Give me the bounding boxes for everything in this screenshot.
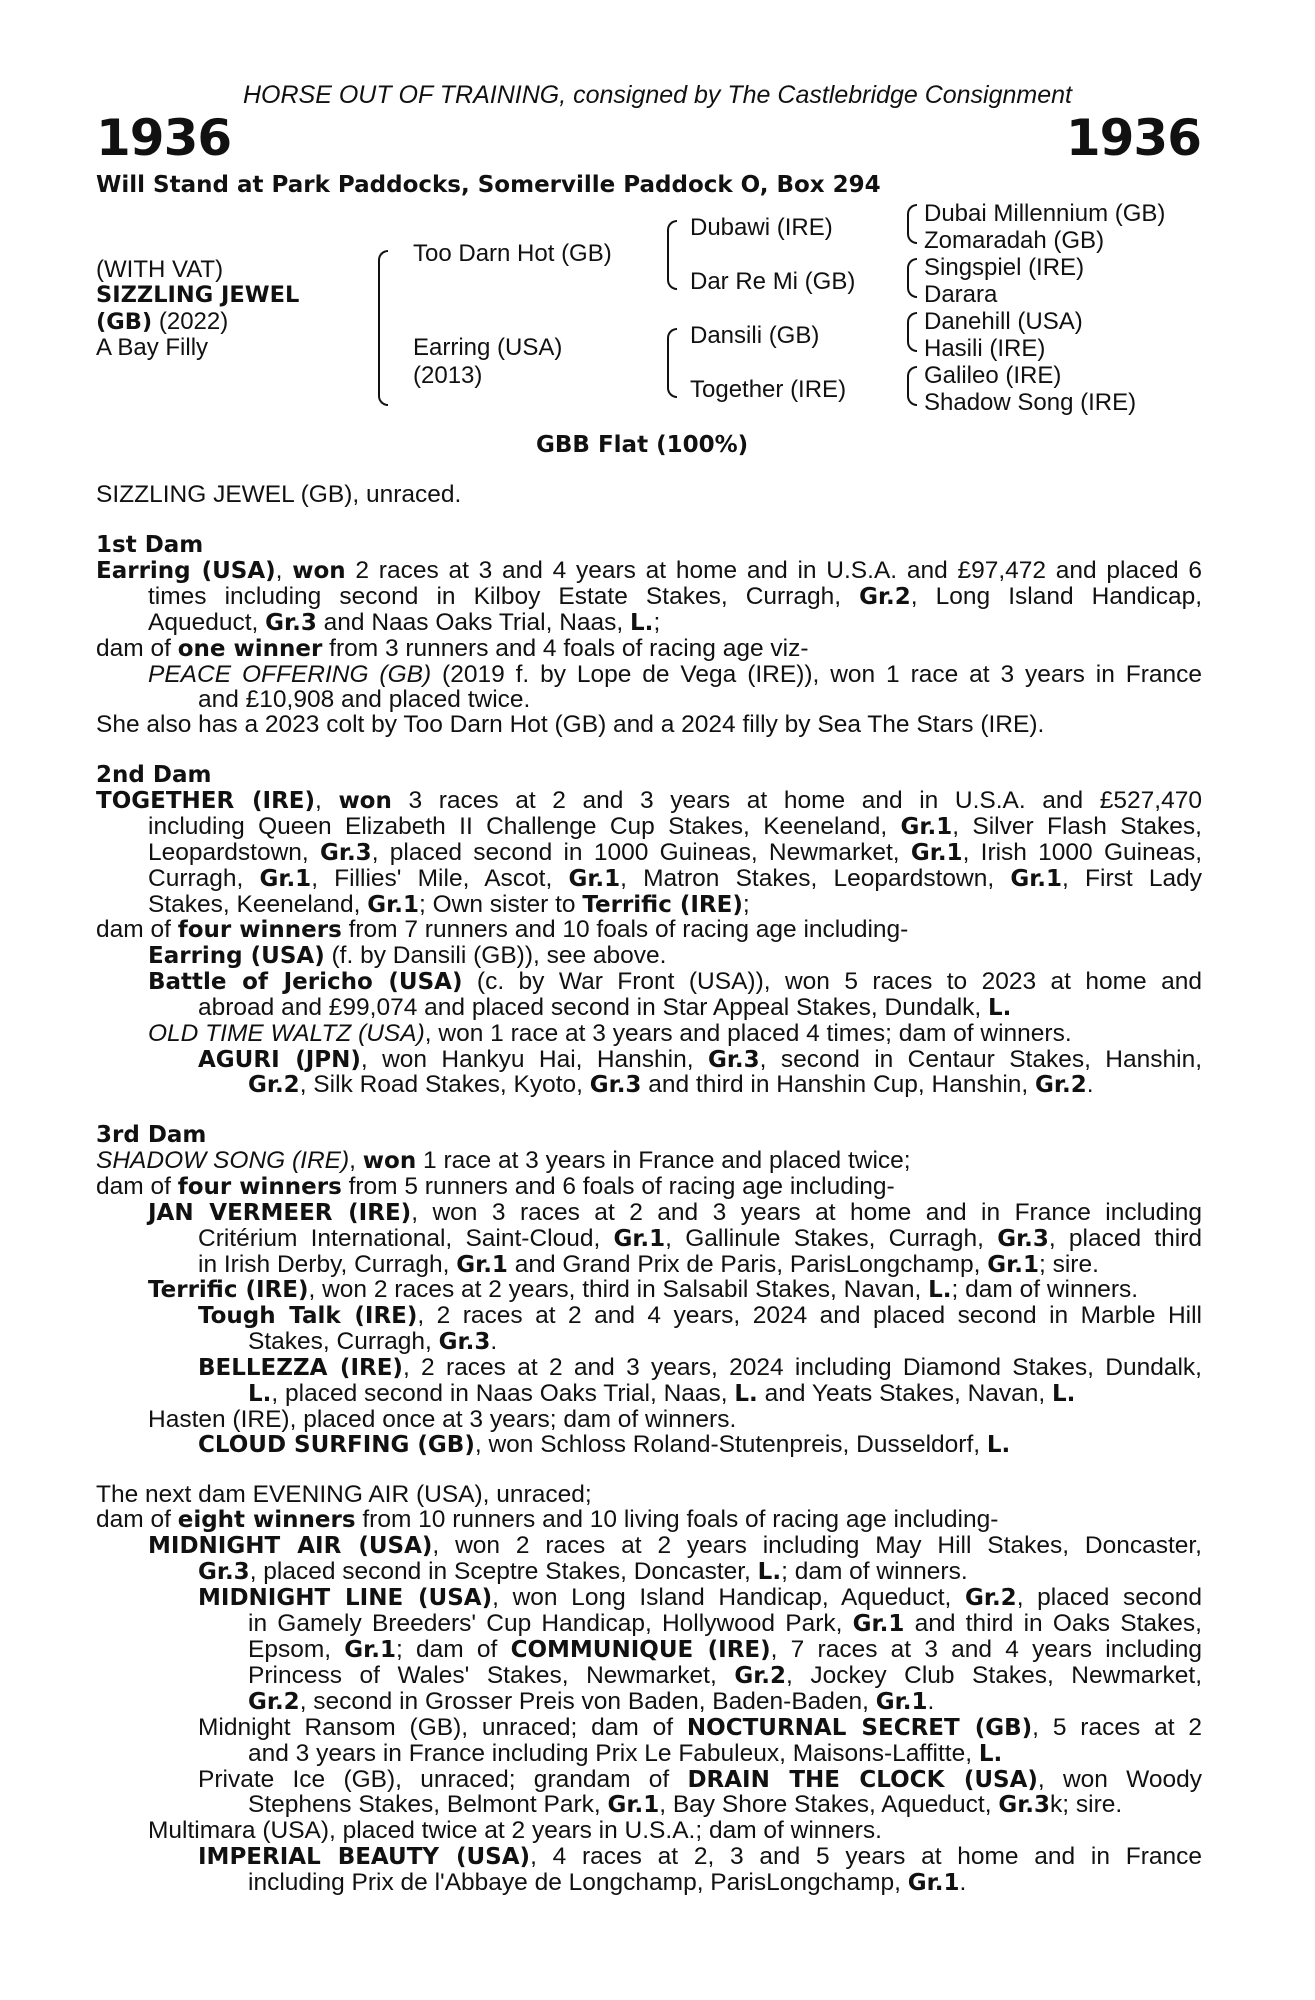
pedigree-dss: Danehill (USA) [924,308,1083,335]
pedigree-brace-sire [667,220,677,290]
pedigree-dam: Earring (USA) [413,334,563,361]
pedigree-sire-dam: Dar Re Mi (GB) [690,268,856,295]
pedigree-dam-dam: Together (IRE) [690,376,847,403]
pedigree-dam-sire: Dansili (GB) [690,322,820,349]
pedigree-ddd: Shadow Song (IRE) [924,389,1137,416]
pedigree-sdd: Darara [924,281,998,308]
lot-number-left: 1936 [96,109,232,167]
intro-text: SIZZLING JEWEL (GB), unraced. [96,481,462,508]
horse-description: A Bay Filly [96,334,209,361]
pedigree-sds: Singspiel (IRE) [924,254,1085,281]
pedigree-ssd: Zomaradah (GB) [924,227,1105,254]
vat-note: (WITH VAT) [96,256,224,283]
pedigree-sss: Dubai Millennium (GB) [924,200,1166,227]
pedigree-dsd: Hasili (IRE) [924,335,1046,362]
next-dam-section: The next dam EVENING AIR (USA), unraced; dam of eight winners from 10 runners and 10 living foals of racing age including- MIDNIGHT AIR (USA), won 2 races at 2 years including May Hill Stakes, Doncaster, Gr.3, placed second in Sceptre Stakes, Doncaster, L.; dam of winners. MIDNIGHT LINE (USA), won Long Island Handicap, Aqueduct, Gr.2, placed second in Gamely Breeders' Cup Handicap, Hollywood Park, Gr.1 and third in Oaks Stakes, Epsom, Gr.1; dam of COMMUNIQUE (IRE), 7 races at 3 and 4 years including Princess of Wales' Stakes, Newmarket, Gr.2, Jockey Club Stakes, Newmarket, Gr.2, second in Grosser Preis von Baden, Baden-Baden, Gr.1. Midnight Ransom (GB), unraced; dam of NOCTURNAL SECRET (GB), 5 races at 2 and 3 years in France including Prix Le Fabuleux, Maisons-Laffitte, L. Private Ice (GB), unraced; grandam of DRAIN THE CLOCK (USA), won Woody Stephens Stakes, Belmont Park, Gr.1, Bay Shore Stakes, Aqueduct, Gr.3k; sire. Multimara (USA), placed twice at 2 years in U.S.A.; dam of winners. IMPERIAL BEAUTY (USA), 4 races at 2, 3 and 5 years at home and in France including Prix de l'Abbaye de Longchamp, ParisLongchamp, Gr.1. [96,1481,1203,1896]
consignment-header: HORSE OUT OF TRAINING, consigned by The Castlebridge Consignment [242,81,1073,109]
pedigree-sire: Too Darn Hot (GB) [413,240,612,267]
horse-country-year: (GB) (2022) [96,308,229,335]
pedigree-brace-main [378,250,388,406]
lot-number-right: 1936 [1065,109,1201,167]
pedigree-brace-sd [907,258,917,298]
pedigree-brace-ss [907,204,917,244]
rating-label: GBB Flat (100%) [536,432,749,458]
second-dam-section: 2nd Dam TOGETHER (IRE), won 3 races at 2 and 3 years at home and in U.S.A. and £527,470 including Queen Elizabeth II Challenge Cup Stakes, Keeneland, Gr.1, Silver Flash Stakes, Leopardstown, Gr.3, placed second in 1000 Guineas, Newmarket, Gr.1, Irish 1000 Guineas, Curragh, Gr.1, Fillies' Mile, Ascot, Gr.1, Matron Stakes, Leopardstown, Gr.1, First Lady Stakes, Keeneland, Gr.1; Own sister to Terrific (IRE); dam of four winners from 7 runners and 10 foals of racing age including- Earring (USA) (f. by Dansili (GB)), see above. Battle of Jericho (USA) (c. by War Front (USA)), won 5 races to 2023 at home and abroad and £99,074 and placed second in Star Appeal Stakes, Dundalk, L. OLD TIME WALTZ (USA), won 1 race at 3 years and placed 4 times; dam of winners. AGURI (JPN), won Hankyu Hai, Hanshin, Gr.3, second in Centaur Stakes, Hanshin, Gr.2, Silk Road Stakes, Kyoto, Gr.3 and third in Hanshin Cup, Hanshin, Gr.2. [96,762,1203,1099]
horse-name: SIZZLING JEWEL [96,282,300,308]
stand-location: Will Stand at Park Paddocks, Somerville Paddock O, Box 294 [96,172,881,198]
first-dam-section: 1st Dam Earring (USA), won 2 races at 3 and 4 years at home and in U.S.A. and £97,472 and placed 6 times including second in Kilboy Estate Stakes, Curragh, Gr.2, Long Island Handicap, Aqueduct, Gr.3 and Naas Oaks Trial, Naas, L.; dam of one winner from 3 runners and 4 foals of racing age viz- PEACE OFFERING (GB) (2019 f. by Lope de Vega (IRE)), won 1 race at 3 years in France and £10,908 and placed twice. She also has a 2023 colt by Too Darn Hot (GB) and a 2024 filly by Sea The Stars (IRE). [96,532,1202,739]
pedigree-brace-ds [907,312,917,352]
pedigree-brace-dam [667,328,677,398]
third-dam-section: 3rd Dam SHADOW SONG (IRE), won 1 race at 3 years in France and placed twice; dam of four winners from 5 runners and 6 foals of racing age including- JAN VERMEER (IRE), won 3 races at 2 and 3 years at home and in France including Critérium International, Saint-Cloud, Gr.1, Gallinule Stakes, Curragh, Gr.3, placed third in Irish Derby, Curragh, Gr.1 and Grand Prix de Paris, ParisLongchamp, Gr.1; sire. Terrific (IRE), won 2 races at 2 years, third in Salsabil Stakes, Navan, L.; dam of winners. Tough Talk (IRE), 2 races at 2 and 4 years, 2024 and placed second in Marble Hill Stakes, Curragh, Gr.3. BELLEZZA (IRE), 2 races at 2 and 3 years, 2024 including Diamond Stakes, Dundalk, L., placed second in Naas Oaks Trial, Naas, L. and Yeats Stakes, Navan, L. Hasten (IRE), placed once at 3 years; dam of winners. CLOUD SURFING (GB), won Schloss Roland-Stutenpreis, Dusseldorf, L. [96,1122,1203,1459]
pedigree-brace-dd [907,366,917,406]
pedigree-dam-year: (2013) [413,362,483,389]
pedigree-dds: Galileo (IRE) [924,362,1062,389]
pedigree-sire-sire: Dubawi (IRE) [690,214,833,241]
